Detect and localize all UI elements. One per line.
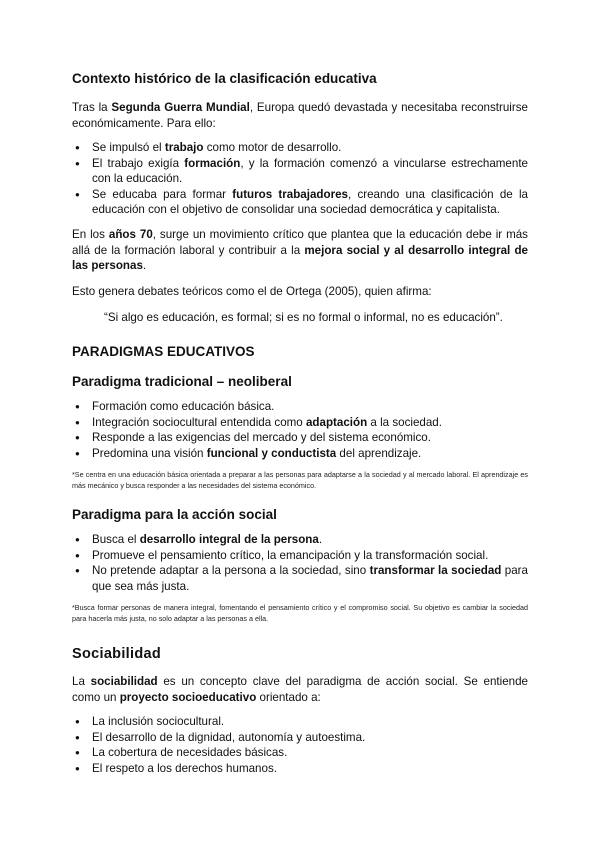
- sociabilidad-bullet-list: [72, 714, 528, 776]
- list-item-run-text: Predomina una visión: [92, 446, 207, 460]
- list-item: [72, 187, 528, 218]
- list-item-run-text: La inclusión sociocultural.: [92, 715, 225, 728]
- list-item: [72, 745, 528, 761]
- list-item-run-text: El desarrollo de la dignidad, autonomía y autoestima.: [92, 730, 366, 744]
- tradicional-bullet-list: [72, 399, 528, 461]
- text-run-bold: Segunda Guerra Mundial: [111, 101, 250, 114]
- list-item: [72, 563, 528, 594]
- accion-social-bullet-list: [72, 532, 528, 594]
- list-item: [72, 714, 528, 730]
- list-item-run-text: Se educaba para formar: [92, 187, 233, 201]
- tradicional-footnote: *Se centra en una educación básica orientada a preparar a las personas para adaptarse a la sociedad y al mercado laboral. El aprendizaje es más mecánico y busca responder a las necesidades del sistema económico.: [72, 470, 528, 490]
- section-title-contexto: Contexto histórico de la clasificación educativa: [72, 71, 377, 86]
- text-run-text: La: [72, 675, 91, 688]
- accion-social-footnote: *Busca formar personas de manera integral, fomentando el pensamiento crítico y el compromiso social. Su objetivo es cambiar la sociedad para hacerla más justa, no solo adaptar a las personas a ella.: [72, 603, 528, 623]
- list-item-run-text: No pretende adaptar a la persona a la sociedad, sino: [92, 564, 370, 577]
- text-run-text: , Europa quedó devastada y necesitaba reconstruirse económicamente. Para ello:: [72, 101, 528, 130]
- section-title-paradigmas: PARADIGMAS EDUCATIVOS: [72, 344, 255, 359]
- list-item-run-bold: futuros trabajadores: [232, 187, 348, 201]
- list-item: [72, 446, 528, 462]
- list-item-run-text: La cobertura de necesidades básicas.: [92, 746, 288, 759]
- list-item-run-text: Busca el: [92, 533, 140, 546]
- contexto-paragraph-ortega: Esto genera debates teóricos como el de Ortega (2005), quien afirma:: [72, 285, 432, 298]
- contexto-bullet-list: [72, 140, 528, 218]
- section-title-paradigma-tradicional: Paradigma tradicional – neoliberal: [72, 374, 292, 389]
- text-run-text: Tras la: [72, 101, 112, 114]
- text-run-bold: años 70: [108, 228, 153, 241]
- sociabilidad-intro-paragraph: [72, 674, 528, 705]
- list-item-run-text: Responde a las exigencias del mercado y del sistema económico.: [92, 431, 431, 444]
- list-item-run-text: para que sea más justa.: [92, 564, 528, 593]
- list-item-run-bold: funcional y conductista: [206, 446, 337, 460]
- text-run-bold: sociabilidad: [90, 675, 158, 688]
- list-item-run-bold: formación: [184, 156, 241, 170]
- list-item-run-text: Integración sociocultural entendida como: [92, 415, 306, 429]
- list-item-run-text: a la sociedad.: [367, 415, 442, 429]
- section-title-paradigma-accion-social: Paradigma para la acción social: [72, 507, 277, 522]
- text-run-bold: mejora social y al desarrollo integral de las personas: [72, 243, 528, 272]
- list-item: [72, 548, 528, 564]
- text-run-text: .: [142, 259, 147, 272]
- list-item-run-text: Promueve el pensamiento crítico, la emancipación y la transformación social.: [92, 548, 489, 562]
- list-item-run-text: Se impulsó el: [92, 141, 165, 154]
- list-item-run-text: , creando una clasificación de la educación con el objetivo de consolidar una sociedad democrática y capitalista.: [92, 187, 528, 216]
- list-item-run-bold: trabajo: [164, 141, 204, 154]
- ortega-quote: “Si algo es educación, es formal; si es no formal o informal, no es educación”.: [104, 311, 503, 324]
- list-item: [72, 415, 528, 431]
- list-item-run-text: El trabajo exigía: [92, 156, 185, 170]
- list-item-run-text: , y la formación comenzó a vincularse estrechamente con la educación.: [92, 156, 528, 185]
- contexto-intro-paragraph: [72, 100, 528, 131]
- section-title-sociabilidad: Sociabilidad: [72, 646, 162, 662]
- list-item-run-bold: adaptación: [305, 415, 368, 429]
- list-item: [72, 430, 528, 446]
- list-item: [72, 532, 528, 548]
- list-item: [72, 156, 528, 187]
- text-run-text: En los: [72, 228, 109, 241]
- text-run-text: orientado a:: [256, 690, 321, 704]
- list-item: [72, 140, 528, 156]
- text-run-bold: proyecto socioeducativo: [119, 690, 257, 704]
- contexto-paragraph-anos70: [72, 227, 528, 274]
- list-item-run-bold: transformar la sociedad: [369, 564, 502, 577]
- list-item: [72, 730, 528, 746]
- list-item-run-text: El respeto a los derechos humanos.: [92, 761, 277, 775]
- list-item: [72, 761, 528, 777]
- list-item-run-text: Formación como educación básica.: [92, 400, 275, 413]
- list-item-run-bold: desarrollo integral de la persona: [139, 533, 319, 546]
- text-run-text: , surge un movimiento crítico que plantea que la educación debe ir más allá de la formación laboral y contribuir a la: [72, 228, 528, 257]
- text-run-text: es un concepto clave del paradigma de acción social. Se entiende como un: [72, 675, 528, 704]
- list-item-run-text: del aprendizaje.: [336, 446, 422, 460]
- list-item: [72, 399, 528, 415]
- list-item-run-text: .: [318, 533, 323, 546]
- list-item-run-text: como motor de desarrollo.: [203, 141, 342, 154]
